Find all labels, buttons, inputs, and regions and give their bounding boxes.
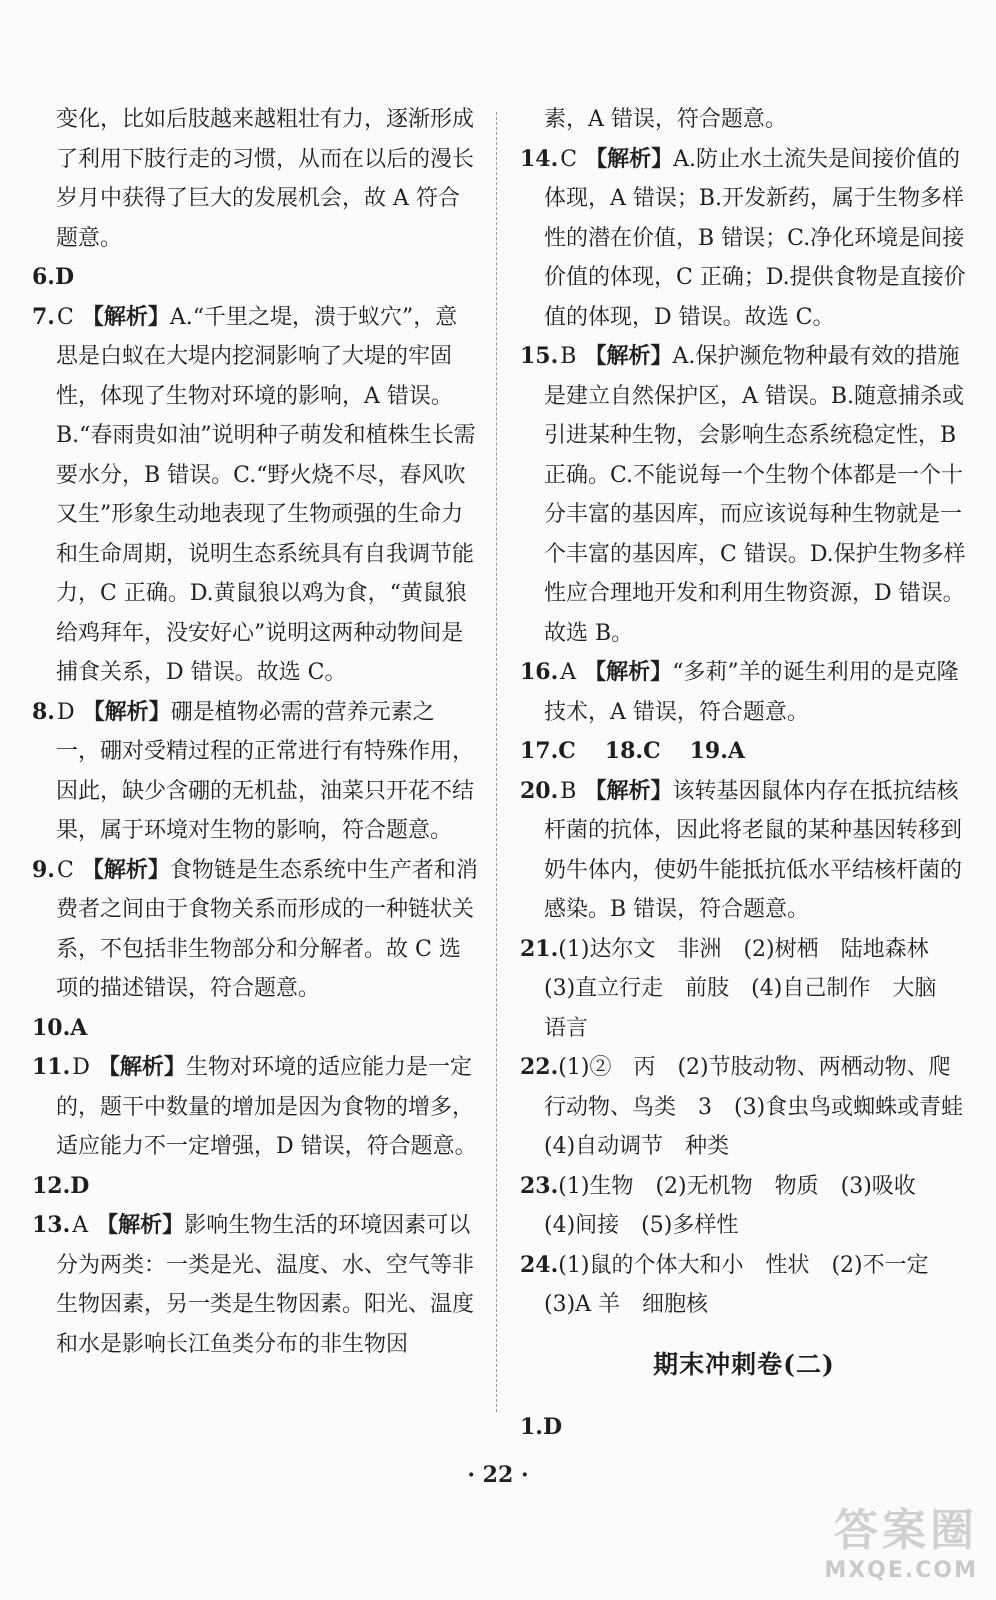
answer-text: (1)达尔文 非洲 (2)树栖 陆地森林 (3)直立行走 前肢 (4)自己制作 大脑 语言 [544,936,959,1041]
answer-letter: D [54,264,75,290]
watermark-text: 答案圈 [834,1505,978,1556]
answer-letter: B [560,778,577,804]
continued-paragraph: 素，A 错误，符合题意。 [544,107,787,132]
answer-letter: A [560,660,577,685]
continued-paragraph: 变化，比如后肢越来越粗壮有力，逐渐形成了利用下肢行走的习惯，从而在以后的漫长岁月中获得了巨大的发展机会，故 A 符合题意。 [56,107,475,251]
question-number: 21. [520,935,559,962]
answer-20 [520,772,968,930]
answer-10 [32,1009,478,1049]
answer-23 [520,1167,968,1246]
analysis-tag: 【解析】 [82,698,171,725]
answer-14 [520,140,968,338]
question-number: 12. [32,1172,71,1199]
answer-letter: B [560,344,577,369]
answer-6 [32,258,478,298]
answer-letter: A [727,738,745,764]
answer-letter: C [56,304,74,330]
answer-9 [32,851,478,1009]
question-number: 19. [689,738,728,764]
question-number: 24. [520,1251,559,1278]
answer-letter: D [542,1414,563,1440]
answer-13 [32,1206,478,1364]
analysis-tag: 【解析】 [81,303,170,330]
question-number: 6. [32,264,55,290]
question-number: 17. [520,738,559,764]
question-number: 16. [520,659,559,685]
question-number: 9. [32,856,55,883]
question-number: 18. [604,738,644,764]
analysis-tag: 【解析】 [96,1212,185,1238]
answers-17-19 [520,732,968,772]
analysis-text: A.防止水土流失是间接价值的体现，A 错误；B.开发新药，属于生物多样性的潜在价值，B 错误；C.净化环境是间接价值的体现，C 正确；D.提供食物是直接价值的体现，D 错误。故选 C。 [544,146,966,330]
answer-text: (1)② 丙 (2)节肢动物、两栖动物、爬行动物、鸟类 3 (3)食虫鸟或蜘蛛或青蛙 (4)自动调节 种类 [544,1055,986,1159]
question-number: 11. [32,1054,71,1080]
question-number: 7. [32,303,55,330]
right-column [520,100,986,1448]
answer-letter: D [56,699,75,725]
analysis-text: 该转基因鼠体内存在抵抗结核杆菌的抗体，因此将老鼠的某种基因转移到奶牛体内，使奶牛能抵抗低水平结核杆菌的感染。B 错误，符合题意。 [544,778,963,922]
answer-11 [32,1048,478,1167]
page-number: · 22 · [467,1462,529,1488]
question-number: 14. [520,145,559,172]
analysis-text: A.“千里之堤，溃于蚁穴”，意思是白蚁在大堤内挖洞影响了大堤的牢固性，体现了生物对环境的影响，A 错误。B.“春雨贵如油”说明种子萌发和植株生长需要水分，B 错误。C.“野火烧不尽，春风吹又生”形象生动地表现了生物顽强的生命力和生命周期，说明生态系统具有自我调节能力，C 正确。D.黄鼠狼以鸡为食，“黄鼠狼给鸡拜年，没安好心”说明这两种动物间是捕食关系，D 错误。故选 C。 [56,304,476,685]
analysis-tag: 【解析】 [97,1054,186,1080]
answer-letter: C [56,857,74,883]
question-number: 23. [520,1172,559,1199]
question-number: 22. [520,1054,559,1080]
answer-text: (1)鼠的个体大和小 性状 (2)不一定 (3)A 羊 细胞核 [544,1252,951,1317]
question-number: 10. [32,1014,71,1041]
answer-24 [520,1246,968,1325]
analysis-text: 硼是植物必需的营养元素之一，硼对受精过程的正常进行有特殊作用，因此，缺少含硼的无机盐，油菜只开花不结果，属于环境对生物的影响，符合题意。 [56,699,475,843]
answer-21 [520,930,968,1049]
column-divider [496,112,497,1412]
question-number: 13. [32,1212,71,1238]
analysis-text: 食物链是生态系统中生产者和消费者之间由于食物关系而形成的一种链状关系，不包括非生物部分和分解者。故 C 选项的描述错误，符合题意。 [56,857,478,1001]
analysis-text: A.保护濒危物种最有效的措施是建立自然保护区，A 错误。B.随意捕杀或引进某种生物，会影响生态系统稳定性，B 正确。C.不能说每一个生物个体都是一个十分丰富的基因库，而应该说每种生物就是一个丰富的基因库，C 错误。D.保护生物多样性应合理地开发和利用生物资源，D 错误。故选 B。 [544,344,966,646]
answer-15 [520,337,968,653]
answer-letter: C [558,738,576,764]
analysis-tag: 【解析】 [584,777,673,804]
analysis-text: 影响生物生活的环境因素可以分为两类：一类是光、温度、水、空气等非生物因素，另一类是生物因素。阳光、温度和水是影响长江鱼类分布的非生物因 [56,1213,475,1357]
question-number: 20. [520,777,559,804]
answer-22 [520,1048,986,1167]
analysis-text: “多莉”羊的诞生利用的是克隆技术，A 错误，符合题意。 [544,660,959,725]
analysis-text: 生物对环境的适应能力是一定的，题干中数量的增加是因为食物的增多，适应能力不一定增强，D 错误，符合题意。 [56,1055,477,1159]
answer-letter: C [560,146,578,172]
analysis-tag: 【解析】 [584,659,673,685]
left-column [32,100,478,1364]
answer-letter: C [643,738,661,764]
analysis-tag: 【解析】 [81,856,170,883]
watermark-url: MXQE.COM [824,1558,978,1583]
question-number: 15. [520,343,559,369]
analysis-tag: 【解析】 [584,343,673,369]
watermark-logo [768,1494,978,1586]
answer-letter: A [72,1213,89,1238]
answer-12 [32,1167,478,1207]
answer-7 [32,298,478,693]
analysis-tag: 【解析】 [585,145,674,172]
question-number: 8. [32,698,55,725]
answer-text: (1)生物 (2)无机物 物质 (3)吸收 (4)间接 (5)多样性 [544,1173,938,1238]
answer-letter: A [70,1014,88,1041]
answer-letter: D [72,1055,90,1080]
answer-1 [520,1408,968,1448]
question-number: 1. [520,1414,543,1440]
answer-16 [520,653,968,732]
answer-8 [32,693,478,851]
answer-letter: D [70,1172,90,1199]
section-title: 期末冲刺卷(二) [653,1349,835,1379]
